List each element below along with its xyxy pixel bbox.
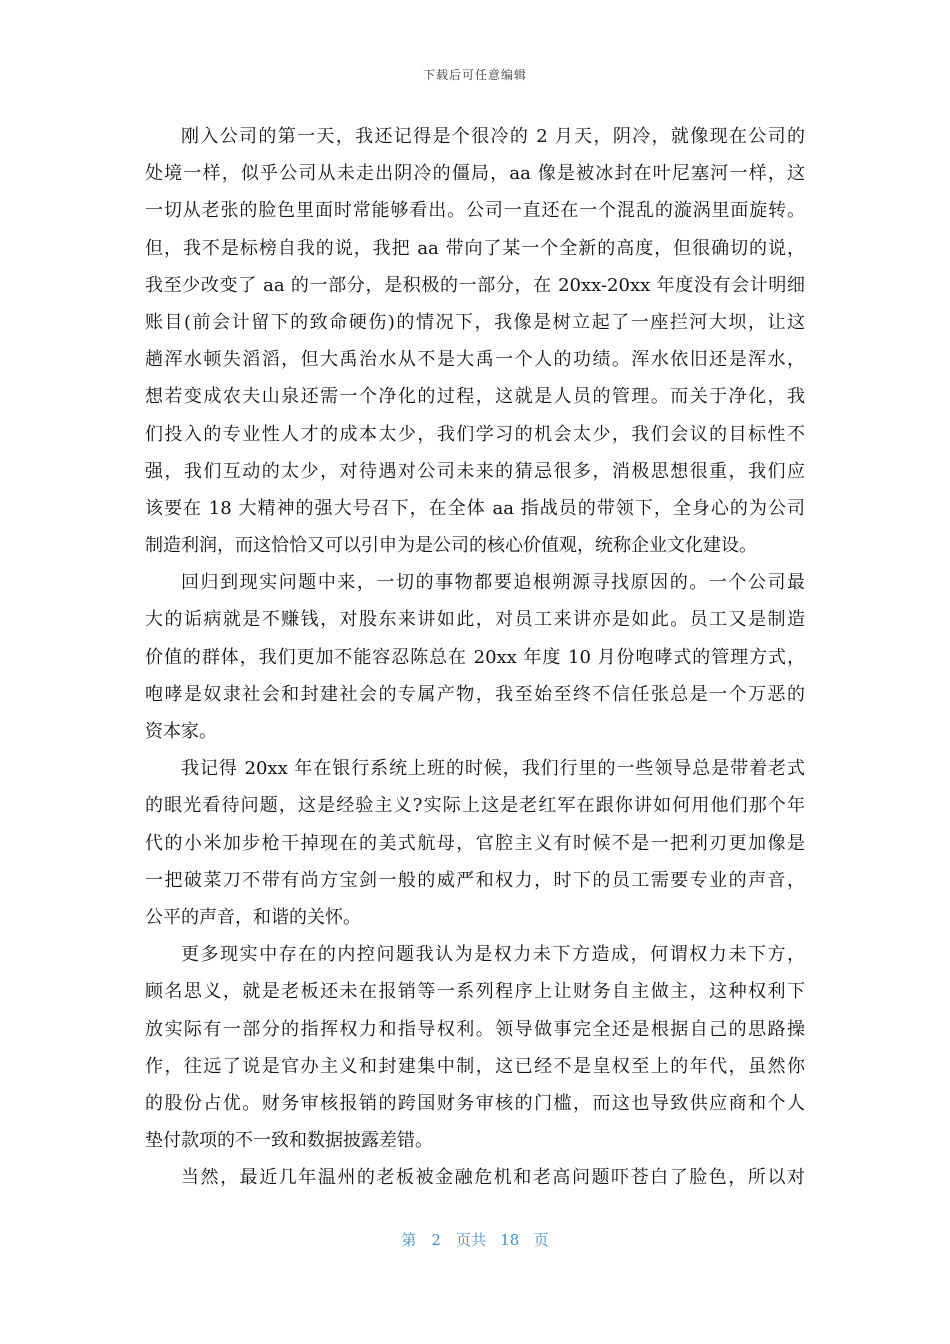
text-line: 账目(前会计留下的致命硬伤)的情况下，我像是树立起了一座拦河大坝，让这 (145, 311, 805, 333)
text-line: 大的诟病就是不赚钱，对股东来讲如此，对员工来讲亦是如此。员工又是制造 (145, 609, 805, 631)
document-body (145, 118, 805, 1196)
text-line: 一切从老张的脸色里面时常能够看出。公司一直还在一个混乱的漩涡里面旋转。 (145, 200, 805, 222)
text-line: 的股份占优。财务审核报销的跨国财务审核的门槛，而这也导致供应商和个人 (145, 1092, 805, 1114)
text-line: 趟浑水顿失滔滔，但大禹治水从不是大禹一个人的功绩。浑水依旧还是浑水， (145, 349, 805, 371)
text-line: 处境一样，似乎公司从未走出阴冷的僵局，aa 像是被冰封在叶尼塞河一样，这 (145, 163, 805, 185)
text-line: 我记得 20xx 年在银行系统上班的时候，我们行里的一些领导总是带着老式 (181, 758, 805, 780)
text-line: 资本家。 (145, 721, 217, 742)
footer-prefix: 第 (401, 1231, 417, 1249)
text-line: 该要在 18 大精神的强大号召下，在全体 aa 指战员的带领下，全身心的为公司 (145, 497, 805, 519)
page-footer (0, 1229, 950, 1250)
text-line: 公平的声音，和谐的关怀。 (145, 906, 361, 928)
text-line: 顾名思义，就是老板还未在报销等一系列程序上让财务自主做主，这种权利下 (145, 981, 805, 1003)
text-line: 咆哮是奴隶社会和封建社会的专属产物，我至始至终不信任张总是一个万恶的 (145, 683, 805, 705)
text-line: 刚入公司的第一天，我还记得是个很冷的 2 月天，阴冷，就像现在公司的 (181, 126, 805, 147)
text-line: 一把破菜刀不带有尚方宝剑一般的威严和权力，时下的员工需要专业的声音， (145, 869, 805, 891)
footer-suffix: 页 (533, 1231, 549, 1249)
text-line: 我至少改变了 aa 的一部分，是积极的一部分，在 20xx-20xx 年度没有会计明细 (145, 274, 805, 296)
text-line: 但，我不是标榜自我的说，我把 aa 带向了某一个全新的高度，但很确切的说， (145, 237, 805, 259)
text-line: 垫付款项的不一致和数据披露差错。 (145, 1130, 433, 1152)
text-line: 价值的群体，我们更加不能容忍陈总在 20xx 年度 10 月份咆哮式的管理方式， (145, 646, 805, 668)
footer-current-page: 2 (431, 1231, 441, 1249)
text-line: 的眼光看待问题，这是经验主义?实际上这是老红军在跟你讲如何用他们那个年 (145, 795, 805, 817)
footer-mid: 页共 (455, 1231, 486, 1249)
text-line: 回归到现实问题中来，一切的事物都要追根朔源寻找原因的。一个公司最 (181, 572, 805, 594)
text-line: 作，往远了说是官办主义和封建集中制，这已经不是皇权至上的年代，虽然你 (145, 1055, 805, 1077)
footer-total-pages: 18 (500, 1231, 520, 1249)
page-header: 下载后可任意编辑 (422, 68, 527, 82)
text-line: 当然，最近几年温州的老板被金融危机和老高问题吓苍白了脸色，所以对 (181, 1167, 805, 1189)
text-line: 制造利润，而这恰恰又可以引申为是公司的核心价值观，统称企业文化建设。 (145, 535, 757, 557)
text-line: 们投入的专业性人才的成本太少，我们学习的机会太少，我们会议的目标性不 (145, 423, 805, 445)
text-line: 强，我们互动的太少，对待遇对公司未来的猜忌很多，消极思想很重，我们应 (145, 460, 805, 482)
text-line: 更多现实中存在的内控问题我认为是权力未下方造成，何谓权力未下方， (181, 944, 805, 966)
text-line: 想若变成农夫山泉还需一个净化的过程，这就是人员的管理。而关于净化，我 (145, 386, 805, 408)
text-line: 放实际有一部分的指挥权力和指导权利。领导做事完全还是根据自己的思路操 (145, 1018, 805, 1040)
text-line: 代的小米加步枪干掉现在的美式航母，官腔主义有时候不是一把利刃更加像是 (145, 832, 805, 854)
